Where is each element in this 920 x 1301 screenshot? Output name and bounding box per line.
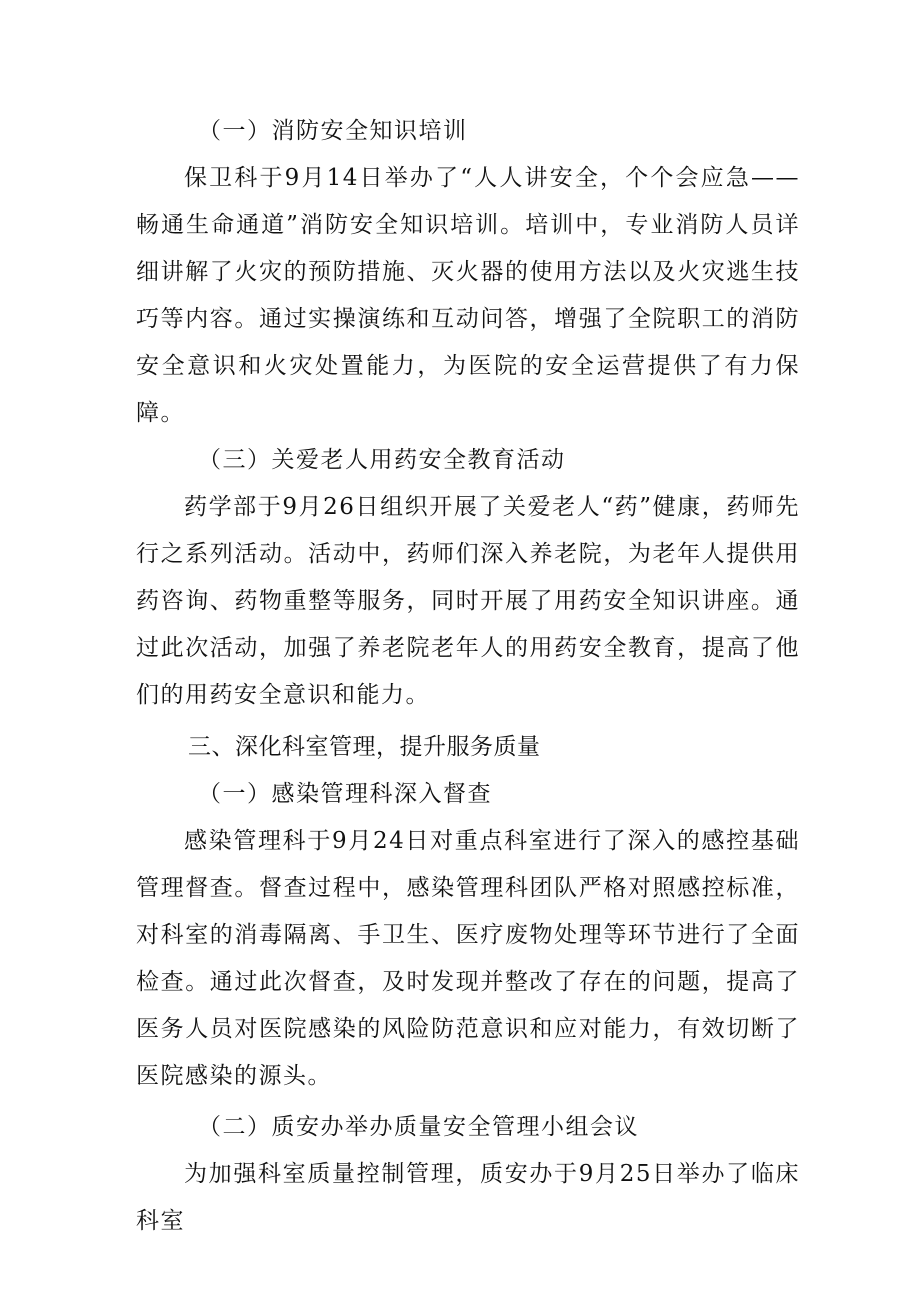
paragraph-quality-safety-meeting: 为加强科室质量控制管理，质安办于9月25日举办了临床科室 [136,1161,800,1234]
paragraph-elderly-medication-safety: 药学部于9月26日组织开展了关爱老人“药”健康，药师先行之系列活动。活动中，药师们深入养老院，为老年人提供用药咨询、药物重整等服务，同时开展了用药安全知识讲座。通过此次活动，加强了养老院老年人的用药安全教育，提高了他们的用药安全意识和能力。 [136,494,800,708]
subheading-infection-control-inspection: （一）感染管理科深入督查 [198,781,492,807]
document-body [136,108,800,1245]
subheading-elderly-medication-safety: （三）关爱老人用药安全教育活动 [198,447,566,473]
paragraph-infection-control-inspection: 感染管理科于9月24日对重点科室进行了深入的感控基础管理督查。督查过程中，感染管理科团队严格对照感控标准，对科室的消毒隔离、手卫生、医疗废物处理等环节进行了全面检查。通过此次督查，及时发现并整改了存在的问题，提高了医务人员对医院感染的风险防范意识和应对能力，有效切断了医院感染的源头。 [136,828,800,1089]
section-heading-department-management: 三、深化科室管理，提升服务质量 [188,734,541,760]
subheading-fire-safety-training: （一）消防安全知识培训 [198,118,468,144]
subheading-quality-safety-meeting: （二）质安办举办质量安全管理小组会议 [198,1114,639,1140]
paragraph-fire-safety-training: 保卫科于9月14日举办了“人人讲安全，个个会应急——畅通生命通道”消防安全知识培训。培训中，专业消防人员详细讲解了火灾的预防措施、灭火器的使用方法以及火灾逃生技巧等内容。通过实操演练和互动问答，增强了全院职工的消防安全意识和火灾处置能力，为医院的安全运营提供了有力保障。 [136,165,800,426]
